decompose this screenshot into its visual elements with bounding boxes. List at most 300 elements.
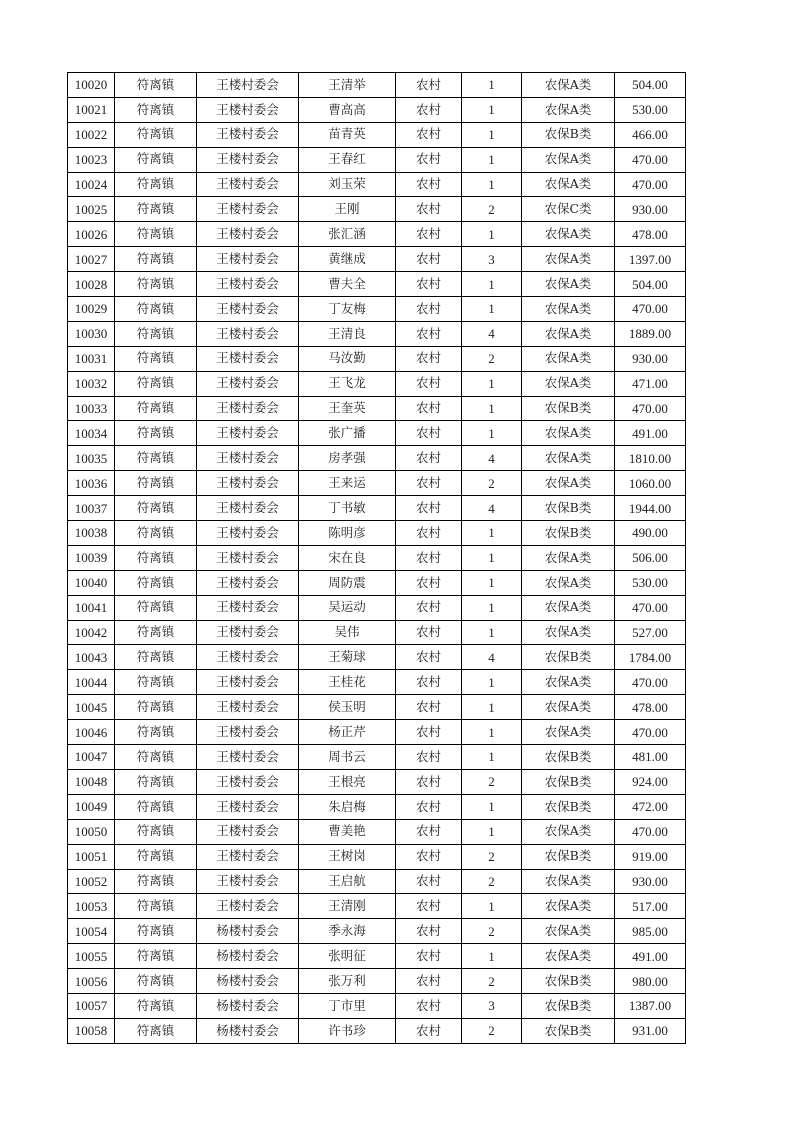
cell-id: 10046	[68, 720, 115, 745]
table-row	[68, 645, 686, 670]
cell-id: 10051	[68, 844, 115, 869]
cell-amount: 930.00	[615, 197, 686, 222]
cell-id: 10036	[68, 471, 115, 496]
table-row	[68, 222, 686, 247]
cell-household-size: 2	[462, 1018, 522, 1043]
table-row	[68, 1018, 686, 1043]
cell-household-size: 1	[462, 595, 522, 620]
cell-area-type: 农村	[396, 122, 462, 147]
cell-household-size: 1	[462, 272, 522, 297]
cell-name: 王启航	[299, 869, 396, 894]
table-row	[68, 446, 686, 471]
cell-area-type: 农村	[396, 272, 462, 297]
cell-area-type: 农村	[396, 944, 462, 969]
cell-household-size: 1	[462, 695, 522, 720]
table-row	[68, 371, 686, 396]
cell-town: 符离镇	[115, 844, 197, 869]
cell-category: 农保A类	[522, 720, 615, 745]
table-row	[68, 97, 686, 122]
cell-amount: 478.00	[615, 222, 686, 247]
cell-village-committee: 王楼村委会	[197, 720, 299, 745]
cell-category: 农保A类	[522, 222, 615, 247]
cell-name: 张万利	[299, 969, 396, 994]
cell-id: 10032	[68, 371, 115, 396]
cell-area-type: 农村	[396, 147, 462, 172]
cell-village-committee: 王楼村委会	[197, 272, 299, 297]
cell-town: 符离镇	[115, 521, 197, 546]
cell-name: 王春红	[299, 147, 396, 172]
cell-category: 农保A类	[522, 321, 615, 346]
cell-amount: 504.00	[615, 272, 686, 297]
table-row	[68, 595, 686, 620]
cell-town: 符离镇	[115, 396, 197, 421]
cell-amount: 931.00	[615, 1018, 686, 1043]
cell-area-type: 农村	[396, 496, 462, 521]
cell-town: 符离镇	[115, 969, 197, 994]
cell-town: 符离镇	[115, 919, 197, 944]
cell-household-size: 1	[462, 819, 522, 844]
cell-amount: 481.00	[615, 745, 686, 770]
cell-household-size: 4	[462, 446, 522, 471]
cell-name: 刘玉荣	[299, 172, 396, 197]
cell-name: 张明征	[299, 944, 396, 969]
cell-name: 周书云	[299, 745, 396, 770]
cell-area-type: 农村	[396, 769, 462, 794]
cell-village-committee: 王楼村委会	[197, 172, 299, 197]
table-row	[68, 670, 686, 695]
cell-town: 符离镇	[115, 695, 197, 720]
cell-town: 符离镇	[115, 172, 197, 197]
cell-area-type: 农村	[396, 247, 462, 272]
cell-town: 符离镇	[115, 944, 197, 969]
cell-household-size: 1	[462, 670, 522, 695]
cell-id: 10056	[68, 969, 115, 994]
cell-name: 王刚	[299, 197, 396, 222]
cell-category: 农保A类	[522, 570, 615, 595]
table-row	[68, 396, 686, 421]
cell-household-size: 2	[462, 197, 522, 222]
cell-id: 10045	[68, 695, 115, 720]
cell-town: 符离镇	[115, 446, 197, 471]
cell-area-type: 农村	[396, 371, 462, 396]
cell-amount: 471.00	[615, 371, 686, 396]
cell-category: 农保A类	[522, 670, 615, 695]
cell-amount: 491.00	[615, 421, 686, 446]
cell-town: 符离镇	[115, 346, 197, 371]
cell-village-committee: 王楼村委会	[197, 371, 299, 396]
cell-area-type: 农村	[396, 297, 462, 322]
cell-village-committee: 王楼村委会	[197, 521, 299, 546]
cell-town: 符离镇	[115, 371, 197, 396]
cell-area-type: 农村	[396, 222, 462, 247]
cell-id: 10023	[68, 147, 115, 172]
table-row	[68, 993, 686, 1018]
cell-amount: 980.00	[615, 969, 686, 994]
table-row	[68, 869, 686, 894]
cell-name: 张广播	[299, 421, 396, 446]
cell-town: 符离镇	[115, 421, 197, 446]
cell-village-committee: 王楼村委会	[197, 122, 299, 147]
cell-village-committee: 王楼村委会	[197, 570, 299, 595]
cell-name: 朱启梅	[299, 794, 396, 819]
cell-household-size: 1	[462, 944, 522, 969]
cell-household-size: 3	[462, 247, 522, 272]
cell-household-size: 4	[462, 496, 522, 521]
cell-amount: 466.00	[615, 122, 686, 147]
cell-id: 10038	[68, 521, 115, 546]
cell-town: 符离镇	[115, 97, 197, 122]
cell-town: 符离镇	[115, 122, 197, 147]
cell-name: 王桂花	[299, 670, 396, 695]
cell-category: 农保C类	[522, 197, 615, 222]
cell-category: 农保A类	[522, 819, 615, 844]
cell-amount: 985.00	[615, 919, 686, 944]
cell-name: 苗青英	[299, 122, 396, 147]
cell-name: 张汇涵	[299, 222, 396, 247]
cell-town: 符离镇	[115, 147, 197, 172]
cell-category: 农保A类	[522, 944, 615, 969]
cell-town: 符离镇	[115, 471, 197, 496]
cell-amount: 930.00	[615, 869, 686, 894]
cell-area-type: 农村	[396, 844, 462, 869]
cell-amount: 924.00	[615, 769, 686, 794]
cell-household-size: 1	[462, 172, 522, 197]
cell-id: 10022	[68, 122, 115, 147]
cell-amount: 470.00	[615, 670, 686, 695]
cell-category: 农保A类	[522, 446, 615, 471]
cell-household-size: 2	[462, 346, 522, 371]
cell-town: 符离镇	[115, 993, 197, 1018]
cell-amount: 1810.00	[615, 446, 686, 471]
cell-town: 符离镇	[115, 272, 197, 297]
cell-area-type: 农村	[396, 819, 462, 844]
cell-village-committee: 杨楼村委会	[197, 919, 299, 944]
table-row	[68, 321, 686, 346]
cell-name: 丁友梅	[299, 297, 396, 322]
cell-category: 农保A类	[522, 695, 615, 720]
cell-household-size: 1	[462, 396, 522, 421]
cell-area-type: 农村	[396, 720, 462, 745]
cell-id: 10043	[68, 645, 115, 670]
cell-id: 10042	[68, 620, 115, 645]
cell-amount: 506.00	[615, 545, 686, 570]
cell-amount: 1784.00	[615, 645, 686, 670]
cell-area-type: 农村	[396, 969, 462, 994]
cell-household-size: 1	[462, 745, 522, 770]
cell-name: 王飞龙	[299, 371, 396, 396]
cell-id: 10028	[68, 272, 115, 297]
cell-category: 农保A类	[522, 172, 615, 197]
cell-id: 10058	[68, 1018, 115, 1043]
cell-town: 符离镇	[115, 670, 197, 695]
cell-name: 丁市里	[299, 993, 396, 1018]
cell-name: 杨正芹	[299, 720, 396, 745]
cell-town: 符离镇	[115, 819, 197, 844]
cell-category: 农保B类	[522, 521, 615, 546]
cell-household-size: 3	[462, 993, 522, 1018]
cell-household-size: 1	[462, 421, 522, 446]
cell-id: 10050	[68, 819, 115, 844]
cell-name: 曹夫全	[299, 272, 396, 297]
cell-id: 10033	[68, 396, 115, 421]
cell-area-type: 农村	[396, 471, 462, 496]
cell-category: 农保A类	[522, 346, 615, 371]
cell-town: 符离镇	[115, 869, 197, 894]
cell-town: 符离镇	[115, 222, 197, 247]
cell-name: 王根亮	[299, 769, 396, 794]
cell-name: 王清良	[299, 321, 396, 346]
cell-id: 10052	[68, 869, 115, 894]
cell-town: 符离镇	[115, 894, 197, 919]
cell-id: 10020	[68, 73, 115, 98]
table-row	[68, 247, 686, 272]
cell-village-committee: 王楼村委会	[197, 769, 299, 794]
cell-village-committee: 王楼村委会	[197, 396, 299, 421]
cell-household-size: 1	[462, 620, 522, 645]
table-row	[68, 346, 686, 371]
cell-village-committee: 王楼村委会	[197, 595, 299, 620]
cell-household-size: 2	[462, 769, 522, 794]
cell-id: 10027	[68, 247, 115, 272]
cell-id: 10040	[68, 570, 115, 595]
cell-household-size: 2	[462, 869, 522, 894]
cell-town: 符离镇	[115, 794, 197, 819]
cell-village-committee: 王楼村委会	[197, 620, 299, 645]
cell-household-size: 1	[462, 894, 522, 919]
benefits-table	[67, 72, 686, 1044]
cell-category: 农保A类	[522, 97, 615, 122]
cell-name: 丁书敏	[299, 496, 396, 521]
cell-area-type: 农村	[396, 73, 462, 98]
cell-village-committee: 王楼村委会	[197, 695, 299, 720]
table-row	[68, 147, 686, 172]
cell-category: 农保A类	[522, 595, 615, 620]
cell-village-committee: 杨楼村委会	[197, 969, 299, 994]
cell-name: 王奎英	[299, 396, 396, 421]
cell-village-committee: 王楼村委会	[197, 97, 299, 122]
cell-area-type: 农村	[396, 695, 462, 720]
cell-category: 农保B类	[522, 969, 615, 994]
cell-village-committee: 王楼村委会	[197, 844, 299, 869]
table-row	[68, 570, 686, 595]
cell-village-committee: 王楼村委会	[197, 545, 299, 570]
cell-town: 符离镇	[115, 769, 197, 794]
table-row	[68, 197, 686, 222]
cell-id: 10039	[68, 545, 115, 570]
cell-area-type: 农村	[396, 894, 462, 919]
cell-town: 符离镇	[115, 197, 197, 222]
cell-amount: 919.00	[615, 844, 686, 869]
cell-area-type: 农村	[396, 620, 462, 645]
cell-amount: 491.00	[615, 944, 686, 969]
cell-id: 10044	[68, 670, 115, 695]
cell-household-size: 2	[462, 844, 522, 869]
table-row	[68, 794, 686, 819]
cell-village-committee: 王楼村委会	[197, 894, 299, 919]
table-row	[68, 944, 686, 969]
cell-name: 黄继成	[299, 247, 396, 272]
table-row	[68, 172, 686, 197]
table-row	[68, 521, 686, 546]
cell-area-type: 农村	[396, 1018, 462, 1043]
table-body	[68, 73, 686, 1044]
cell-category: 农保B类	[522, 645, 615, 670]
cell-household-size: 1	[462, 570, 522, 595]
cell-town: 符离镇	[115, 247, 197, 272]
cell-town: 符离镇	[115, 595, 197, 620]
cell-category: 农保A类	[522, 272, 615, 297]
cell-id: 10031	[68, 346, 115, 371]
cell-village-committee: 王楼村委会	[197, 471, 299, 496]
cell-category: 农保B类	[522, 794, 615, 819]
cell-household-size: 2	[462, 969, 522, 994]
cell-amount: 470.00	[615, 297, 686, 322]
cell-village-committee: 王楼村委会	[197, 321, 299, 346]
cell-village-committee: 杨楼村委会	[197, 1018, 299, 1043]
cell-household-size: 1	[462, 371, 522, 396]
cell-category: 农保B类	[522, 496, 615, 521]
table-row	[68, 496, 686, 521]
table-row	[68, 894, 686, 919]
cell-household-size: 1	[462, 794, 522, 819]
table-row	[68, 745, 686, 770]
cell-category: 农保A类	[522, 371, 615, 396]
cell-village-committee: 王楼村委会	[197, 745, 299, 770]
cell-village-committee: 王楼村委会	[197, 73, 299, 98]
table-row	[68, 919, 686, 944]
table-row	[68, 297, 686, 322]
cell-id: 10041	[68, 595, 115, 620]
cell-village-committee: 王楼村委会	[197, 297, 299, 322]
cell-household-size: 1	[462, 122, 522, 147]
cell-amount: 1944.00	[615, 496, 686, 521]
cell-household-size: 4	[462, 645, 522, 670]
cell-area-type: 农村	[396, 396, 462, 421]
table-row	[68, 769, 686, 794]
cell-category: 农保A类	[522, 247, 615, 272]
cell-area-type: 农村	[396, 869, 462, 894]
table-row	[68, 620, 686, 645]
cell-id: 10035	[68, 446, 115, 471]
cell-household-size: 1	[462, 521, 522, 546]
cell-area-type: 农村	[396, 197, 462, 222]
cell-id: 10048	[68, 769, 115, 794]
cell-name: 吴运动	[299, 595, 396, 620]
cell-amount: 470.00	[615, 396, 686, 421]
cell-category: 农保B类	[522, 844, 615, 869]
cell-area-type: 农村	[396, 446, 462, 471]
cell-household-size: 1	[462, 147, 522, 172]
table-row	[68, 844, 686, 869]
cell-category: 农保A类	[522, 869, 615, 894]
cell-village-committee: 王楼村委会	[197, 346, 299, 371]
cell-village-committee: 王楼村委会	[197, 222, 299, 247]
cell-amount: 1060.00	[615, 471, 686, 496]
cell-area-type: 农村	[396, 670, 462, 695]
cell-town: 符离镇	[115, 1018, 197, 1043]
cell-household-size: 1	[462, 97, 522, 122]
cell-amount: 1397.00	[615, 247, 686, 272]
cell-town: 符离镇	[115, 620, 197, 645]
cell-category: 农保B类	[522, 122, 615, 147]
cell-id: 10037	[68, 496, 115, 521]
cell-amount: 478.00	[615, 695, 686, 720]
cell-amount: 1889.00	[615, 321, 686, 346]
cell-id: 10047	[68, 745, 115, 770]
cell-town: 符离镇	[115, 321, 197, 346]
cell-village-committee: 王楼村委会	[197, 670, 299, 695]
table-row	[68, 969, 686, 994]
cell-id: 10021	[68, 97, 115, 122]
cell-household-size: 2	[462, 919, 522, 944]
cell-category: 农保A类	[522, 147, 615, 172]
cell-category: 农保B类	[522, 1018, 615, 1043]
cell-area-type: 农村	[396, 172, 462, 197]
cell-area-type: 农村	[396, 919, 462, 944]
cell-category: 农保A类	[522, 421, 615, 446]
cell-household-size: 1	[462, 222, 522, 247]
cell-amount: 530.00	[615, 570, 686, 595]
cell-name: 许书珍	[299, 1018, 396, 1043]
cell-area-type: 农村	[396, 346, 462, 371]
cell-name: 曹高高	[299, 97, 396, 122]
cell-amount: 472.00	[615, 794, 686, 819]
cell-amount: 530.00	[615, 97, 686, 122]
cell-category: 农保A类	[522, 919, 615, 944]
cell-area-type: 农村	[396, 521, 462, 546]
cell-name: 马汝勤	[299, 346, 396, 371]
cell-village-committee: 王楼村委会	[197, 421, 299, 446]
cell-category: 农保A类	[522, 894, 615, 919]
cell-category: 农保B类	[522, 396, 615, 421]
cell-town: 符离镇	[115, 645, 197, 670]
cell-name: 曹美艳	[299, 819, 396, 844]
cell-area-type: 农村	[396, 595, 462, 620]
cell-id: 10025	[68, 197, 115, 222]
cell-amount: 930.00	[615, 346, 686, 371]
cell-household-size: 1	[462, 297, 522, 322]
table-row	[68, 695, 686, 720]
cell-id: 10054	[68, 919, 115, 944]
cell-amount: 527.00	[615, 620, 686, 645]
cell-household-size: 1	[462, 73, 522, 98]
cell-amount: 470.00	[615, 595, 686, 620]
cell-id: 10055	[68, 944, 115, 969]
cell-name: 宋在良	[299, 545, 396, 570]
table-row	[68, 421, 686, 446]
cell-amount: 470.00	[615, 819, 686, 844]
cell-area-type: 农村	[396, 645, 462, 670]
cell-name: 侯玉明	[299, 695, 396, 720]
cell-town: 符离镇	[115, 297, 197, 322]
table-row	[68, 545, 686, 570]
cell-area-type: 农村	[396, 570, 462, 595]
cell-town: 符离镇	[115, 570, 197, 595]
cell-village-committee: 杨楼村委会	[197, 993, 299, 1018]
cell-village-committee: 王楼村委会	[197, 869, 299, 894]
table-row	[68, 73, 686, 98]
cell-village-committee: 王楼村委会	[197, 496, 299, 521]
cell-id: 10029	[68, 297, 115, 322]
cell-village-committee: 杨楼村委会	[197, 944, 299, 969]
cell-id: 10053	[68, 894, 115, 919]
cell-household-size: 1	[462, 720, 522, 745]
cell-town: 符离镇	[115, 720, 197, 745]
table-row	[68, 471, 686, 496]
cell-category: 农保B类	[522, 769, 615, 794]
cell-name: 王来运	[299, 471, 396, 496]
cell-area-type: 农村	[396, 745, 462, 770]
